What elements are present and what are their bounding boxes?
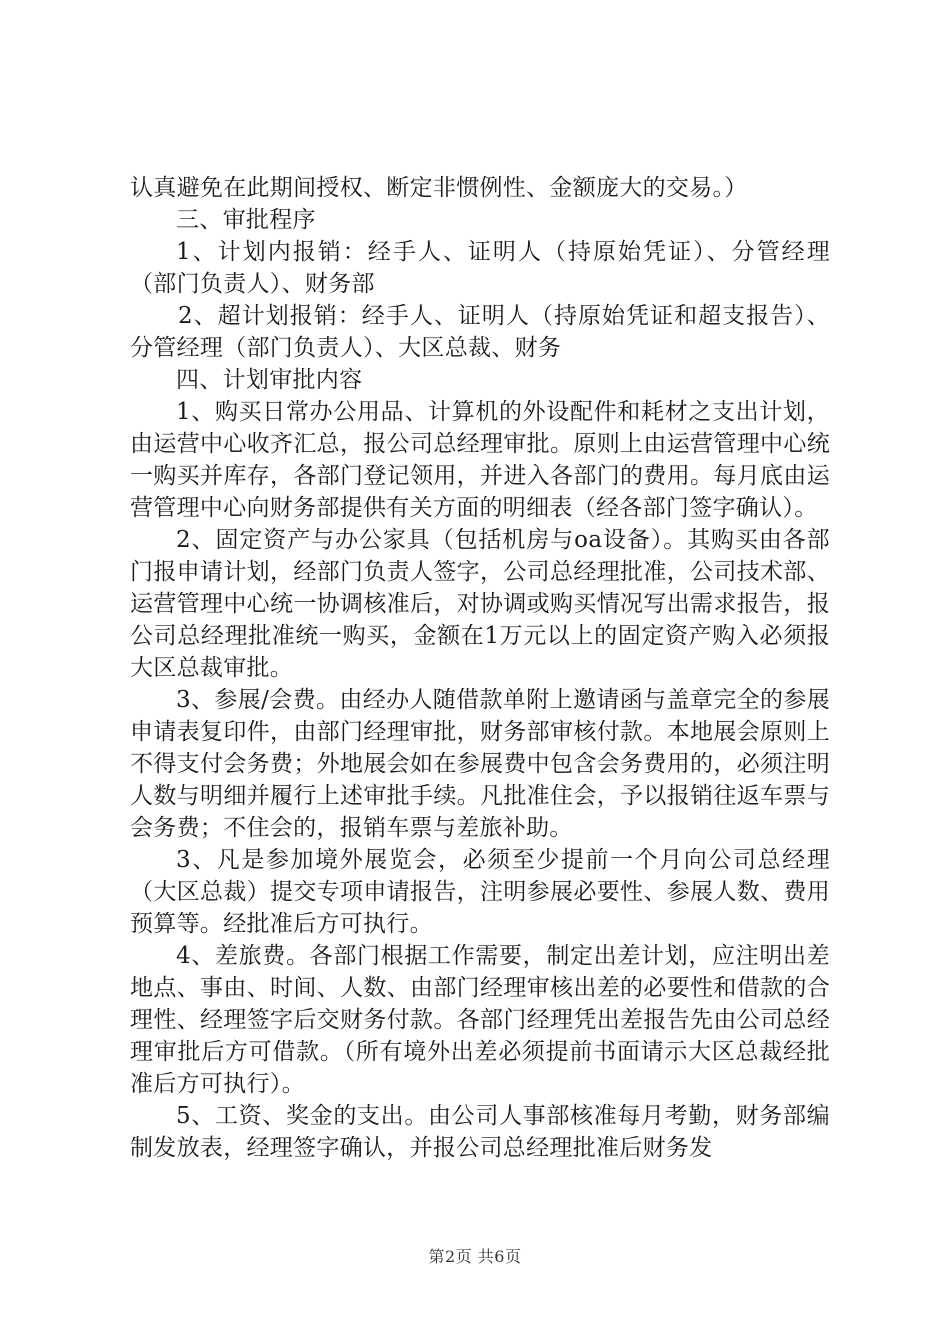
paragraph-travel-expenses: 4、差旅费。各部门根据工作需要，制定出差计划，应注明出差地点、事由、时间、人数、由部门经理审核出差的必要性和借款的合理性、经理签字后交财务付款。各部门经理凭出差报告先由公司总经理审批后方可借款。（所有境外出差必须提前书面请示大区总裁经批准后方可执行）。 [130, 943, 830, 1097]
paragraph-over-plan-reimbursement: 2、超计划报销：经手人、证明人（持原始凭证和超支报告）、分管经理（部门负责人）、大区总裁、财务 [130, 303, 830, 361]
paragraph-continuation: 认真避免在此期间授权、断定非惯例性、金额庞大的交易。） [130, 175, 748, 201]
section-heading-approval-procedure: 三、审批程序 [176, 207, 316, 233]
paragraph-exhibition-fees: 3、参展/会费。由经办人随借款单附上邀请函与盖章完全的参展申请表复印件，由部门经理审批，财务部审核付款。本地展会原则上不得支付会务费；外地展会如在参展费中包含会务费用的，必须注明人数与明细并履行上述审批手续。凡批准住会，予以报销往返车票与会务费；不住会的，报销车票与差旅补助。 [130, 687, 830, 841]
section-heading-plan-approval-content: 四、计划审批内容 [176, 367, 363, 393]
document-body [130, 172, 830, 1164]
paragraph-salary-bonus: 5、工资、奖金的支出。由公司人事部核准每月考勤，财务部编制发放表，经理签字确认，并报公司总经理批准后财务发 [130, 1103, 830, 1161]
paragraph-fixed-assets: 2、固定资产与办公家具（包括机房与oa设备）。其购买由各部门报申请计划，经部门负责人签字，公司总经理批准，公司技术部、运营管理中心统一协调核准后，对协调或购买情况写出需求报告，报公司总经理批准统一购买，金额在1万元以上的固定资产购入必须报大区总裁审批。 [130, 527, 830, 681]
paragraph-office-supplies: 1、购买日常办公用品、计算机的外设配件和耗材之支出计划，由运营中心收齐汇总，报公司总经理审批。原则上由运营管理中心统一购买并库存，各部门登记领用，并进入各部门的费用。每月底由运营管理中心向财务部提供有关方面的明细表（经各部门签字确认）。 [130, 399, 830, 521]
paragraph-overseas-exhibition: 3、凡是参加境外展览会，必须至少提前一个月向公司总经理（大区总裁）提交专项申请报告，注明参展必要性、参展人数、费用预算等。经批准后方可执行。 [130, 847, 830, 937]
page-number-footer: 第2页 共6页 [428, 1247, 522, 1266]
paragraph-in-plan-reimbursement: 1、计划内报销：经手人、证明人（持原始凭证）、分管经理（部门负责人）、财务部 [130, 239, 830, 297]
